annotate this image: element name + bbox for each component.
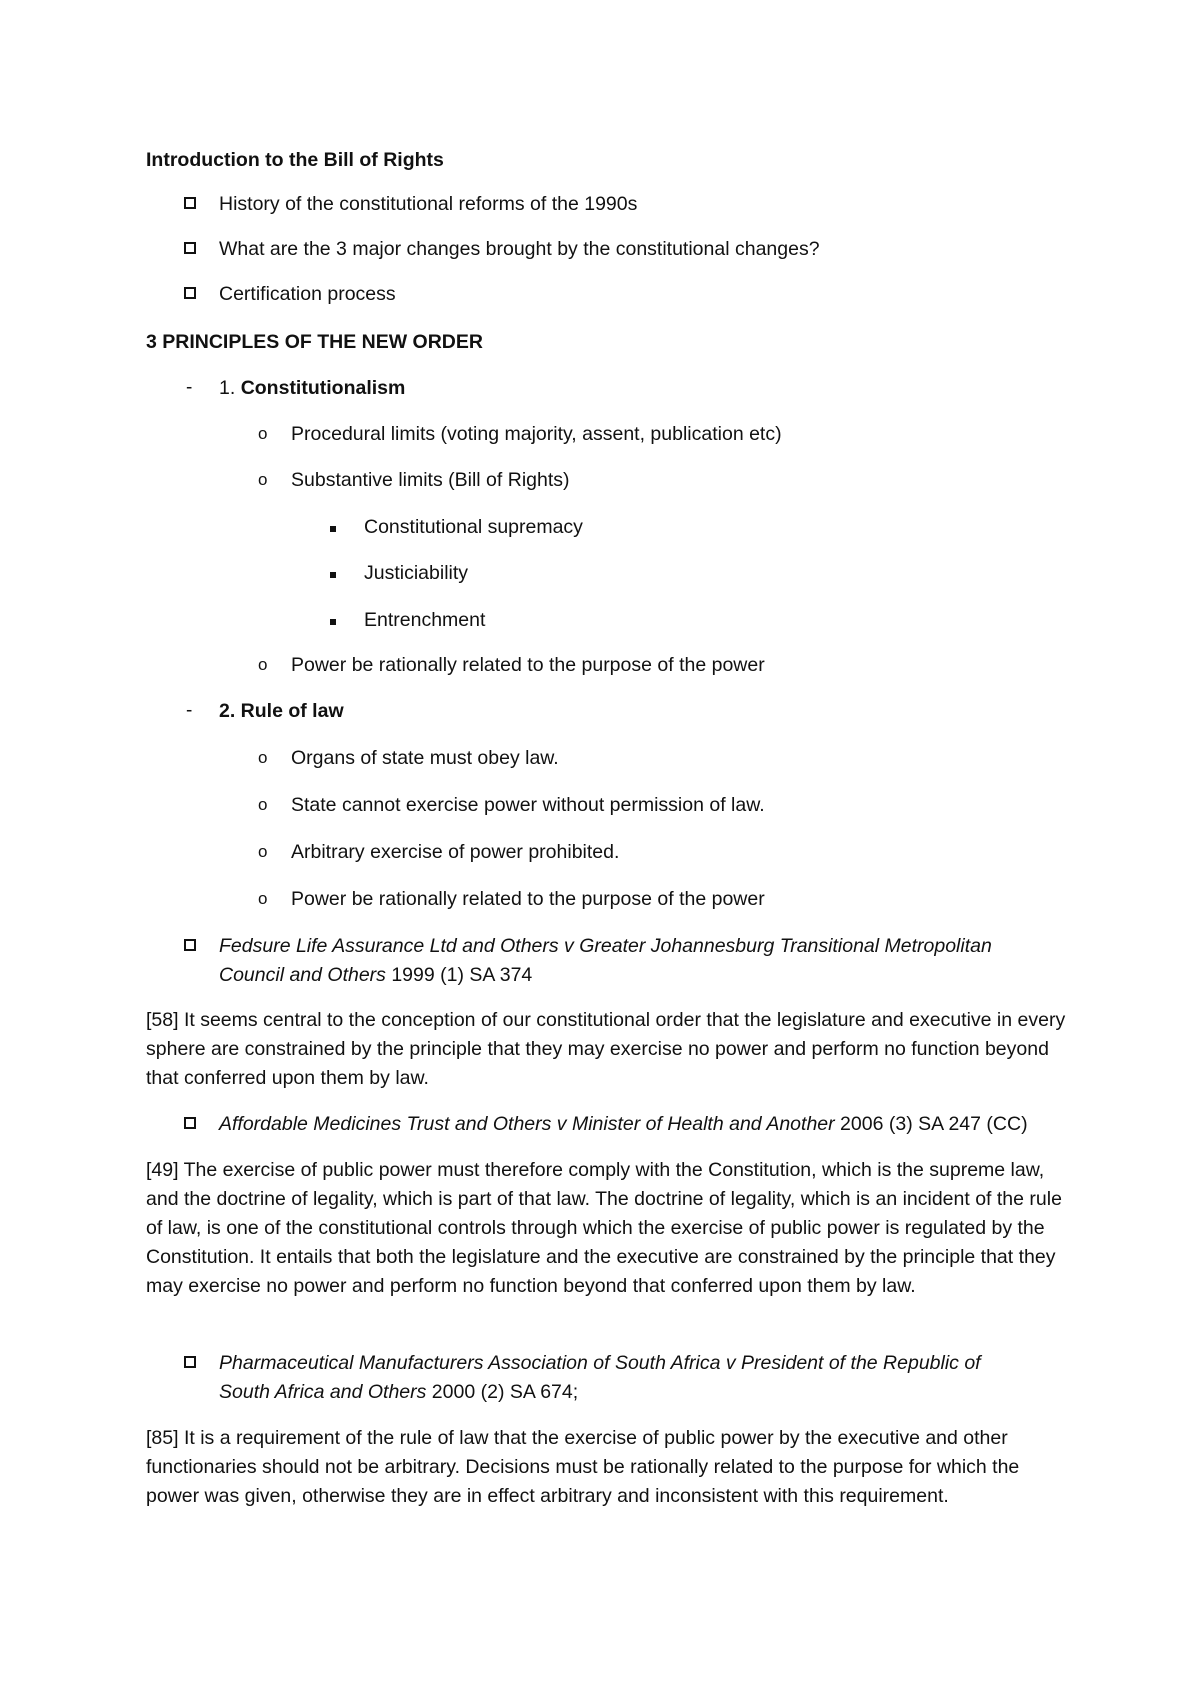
checkbox-bullet-icon	[184, 242, 196, 254]
circle-bullet-icon: o	[258, 795, 268, 814]
section-heading: 3 PRINCIPLES OF THE NEW ORDER	[146, 331, 483, 353]
square-bullet-icon	[330, 619, 336, 625]
case-citation-line	[219, 1110, 1028, 1138]
paragraph-number: [49]	[146, 1159, 179, 1181]
checkbox-bullet-icon	[184, 939, 196, 951]
principle-heading: 2. Rule of law	[219, 700, 344, 722]
list-item: Justiciability	[364, 562, 469, 584]
case-name: Affordable Medicines Trust and Others v Minister of Health and Another	[219, 1113, 835, 1135]
case-name: Pharmaceutical Manufacturers Association of South Africa v President of the Republic of	[219, 1352, 981, 1374]
list-item: What are the 3 major changes brought by the constitutional changes?	[219, 238, 820, 260]
quote-text: It is a requirement of the rule of law that the exercise of public power by the executive and other functionaries should not be arbitrary. Decisions must be rationally related to the purpose for which the power was given, otherwise they are in effect arbitrary and inconsistent with this requirement.	[146, 1427, 1020, 1507]
list-item: Certification process	[219, 283, 396, 305]
checkbox-bullet-icon	[184, 287, 196, 299]
quote-text: The exercise of public power must therefore comply with the Constitution, which is the supreme law, and the doctrine of legality, which is part of that law. The doctrine of legality, which is an incident of the rule of law, is one of the constitutional controls through which the exercise of public power is regulated by the Constitution. It entails that both the legislature and the executive are constrained by the principle that they may exercise no power and perform no function beyond that conferred upon them by law.	[146, 1159, 1062, 1297]
case-citation: 2000 (2) SA 674;	[426, 1381, 579, 1403]
list-item: History of the constitutional reforms of the 1990s	[219, 193, 638, 215]
square-bullet-icon	[330, 526, 336, 532]
circle-bullet-icon: o	[258, 889, 268, 908]
list-item: Arbitrary exercise of power prohibited.	[291, 841, 620, 863]
circle-bullet-icon: o	[258, 655, 268, 674]
principle-title: Constitutionalism	[240, 377, 406, 399]
dash-bullet-icon: -	[186, 700, 193, 721]
list-item: Power be rationally related to the purpose of the power	[291, 654, 765, 676]
paragraph-number: [85]	[146, 1427, 179, 1449]
principle-heading	[219, 374, 405, 402]
square-bullet-icon	[330, 572, 336, 578]
list-item: Power be rationally related to the purpose of the power	[291, 888, 765, 910]
list-item: Constitutional supremacy	[364, 516, 583, 538]
quote-text: It seems central to the conception of our constitutional order that the legislature and executive in every sphere are constrained by the principle that they may exercise no power and perform no function beyond that conferred upon them by law.	[146, 1009, 1066, 1089]
principle-number: 1.	[219, 377, 236, 399]
list-item: Procedural limits (voting majority, assent, publication etc)	[291, 423, 782, 445]
checkbox-bullet-icon	[184, 1117, 196, 1129]
circle-bullet-icon: o	[258, 470, 268, 489]
case-quote	[146, 1424, 1066, 1511]
list-item: Entrenchment	[364, 609, 486, 631]
case-citation-line	[219, 1378, 578, 1406]
case-name: South Africa and Others	[219, 1381, 427, 1403]
paragraph-number: [58]	[146, 1009, 179, 1031]
circle-bullet-icon: o	[258, 842, 268, 861]
case-name: Council and Others	[219, 964, 386, 986]
checkbox-bullet-icon	[184, 197, 196, 209]
list-item: Organs of state must obey law.	[291, 747, 559, 769]
case-quote	[146, 1156, 1066, 1301]
list-item: State cannot exercise power without permission of law.	[291, 794, 765, 816]
circle-bullet-icon: o	[258, 424, 268, 443]
case-quote	[146, 1006, 1066, 1093]
case-citation-line	[219, 961, 532, 989]
checkbox-bullet-icon	[184, 1356, 196, 1368]
case-citation: 2006 (3) SA 247 (CC)	[834, 1113, 1028, 1135]
case-name: Fedsure Life Assurance Ltd and Others v Greater Johannesburg Transitional Metropolitan	[219, 935, 992, 957]
case-citation: 1999 (1) SA 374	[385, 964, 533, 986]
page-title: Introduction to the Bill of Rights	[146, 149, 444, 171]
circle-bullet-icon: o	[258, 748, 268, 767]
list-item: Substantive limits (Bill of Rights)	[291, 469, 570, 491]
dash-bullet-icon: -	[186, 377, 193, 398]
